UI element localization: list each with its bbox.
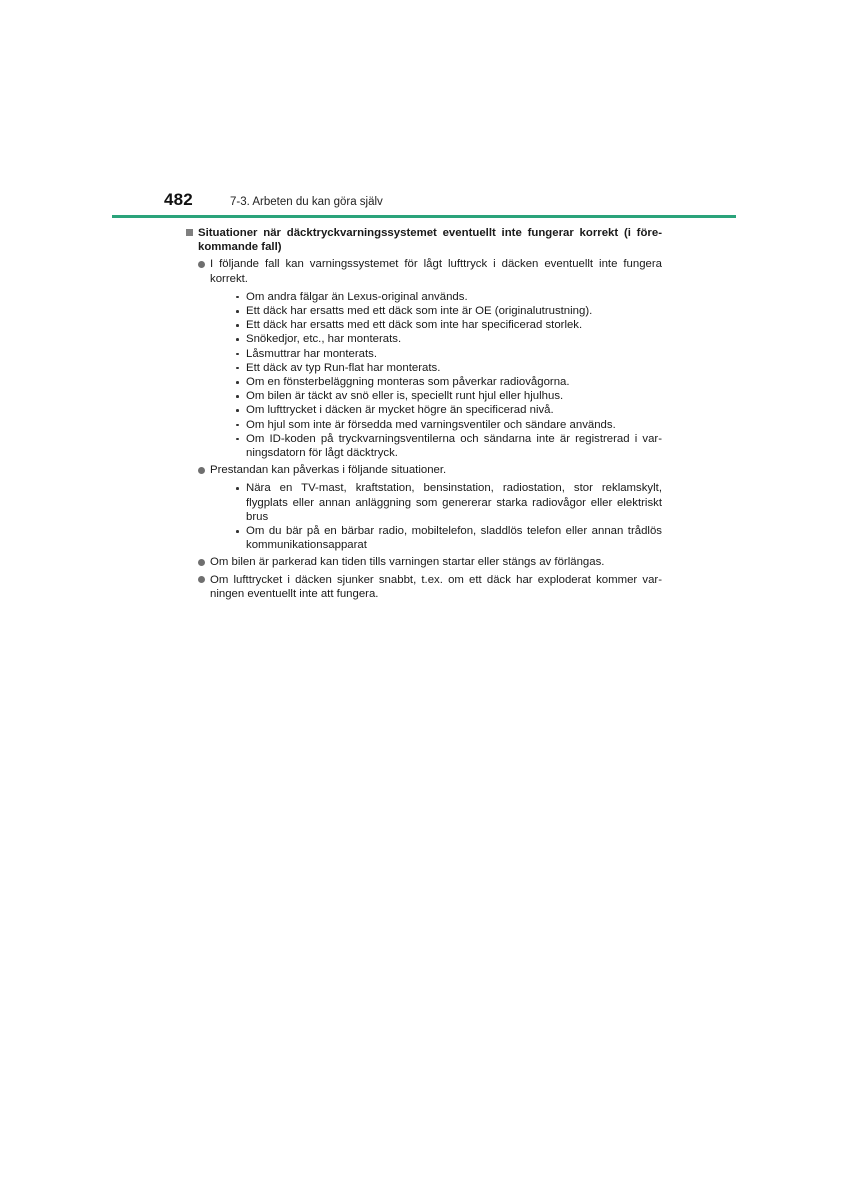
page-number: 482 — [164, 190, 193, 209]
square-bullet-icon — [186, 229, 193, 236]
section-title — [186, 226, 662, 254]
paragraph — [186, 257, 662, 460]
list-item — [210, 389, 662, 403]
list-item-text: Om hjul som inte är försedda med varningsventiler och sändare används. — [246, 418, 616, 431]
list-item-text: Om en fönsterbeläggning monteras som påverkar radiovågorna. — [246, 376, 570, 389]
list-item — [210, 403, 662, 417]
round-bullet-icon — [198, 576, 205, 583]
paragraph — [186, 573, 662, 601]
list-item-text: Ett däck har ersatts med ett däck som inte är OE (originalutrustning). — [246, 305, 593, 318]
paragraph-text: Om bilen är parkerad kan tiden tills varningen startar eller stängs av förlängas. — [210, 556, 605, 569]
list-item-text: Om bilen är täckt av snö eller is, speciellt runt hjul eller hjulhus. — [246, 390, 564, 403]
list-item-text: Om du bär på en bärbar radio, mobiltelefon, sladdlös telefon eller annan trådlös kommunikationsapparat — [246, 525, 662, 552]
list-item — [210, 481, 662, 524]
small-bullet-icon — [236, 424, 239, 427]
small-bullet-icon — [236, 530, 239, 533]
section-title-text: Situationer när däcktryckvarningssystemet eventuellt inte fungerar korrekt (i före-kommande fall) — [198, 227, 662, 254]
list-item — [210, 418, 662, 432]
paragraph — [186, 463, 662, 552]
round-bullet-icon — [198, 261, 205, 268]
small-bullet-icon — [236, 438, 239, 441]
paragraph-text: Prestandan kan påverkas i följande situationer. — [210, 464, 447, 477]
list-item-text: Om andra fälgar än Lexus-original används. — [246, 290, 468, 303]
list-item — [210, 347, 662, 361]
small-bullet-icon — [236, 367, 239, 370]
small-bullet-icon — [236, 381, 239, 384]
bullet-list — [210, 290, 662, 460]
list-item-text: Nära en TV-mast, kraftstation, bensinstation, radiostation, stor reklamskylt, flygplats eller annan anläggning som genererar starka radiovågor eller elektriskt brus — [246, 482, 662, 523]
list-item-text: Om ID-koden på tryckvarningsventilerna och sändarna inte är registrerad i var-ningsdatorn för lågt däcktryck. — [246, 432, 662, 460]
list-item-text: Ett däck har ersatts med ett däck som inte har specificerad storlek. — [246, 319, 583, 332]
chapter-title: 7-3. Arbeten du kan göra själv — [230, 196, 383, 208]
bullet-list — [210, 481, 662, 552]
list-item-text: Ett däck av typ Run-flat har monterats. — [246, 361, 441, 374]
list-item — [210, 375, 662, 389]
header-rule — [112, 215, 736, 218]
small-bullet-icon — [236, 395, 239, 398]
list-item — [210, 432, 662, 460]
paragraph-text: Om lufttrycket i däcken sjunker snabbt, t.ex. om ett däck har exploderat kommer var-ningen eventuellt inte att fungera. — [210, 573, 662, 600]
list-item — [210, 304, 662, 318]
small-bullet-icon — [236, 487, 239, 490]
paragraph — [186, 555, 662, 569]
small-bullet-icon — [236, 310, 239, 313]
small-bullet-icon — [236, 338, 239, 341]
list-item — [210, 361, 662, 375]
list-item — [210, 332, 662, 346]
small-bullet-icon — [236, 324, 239, 327]
paragraph-text: I följande fall kan varningssystemet för lågt lufttryck i däcken eventuellt inte fungera korrekt. — [210, 258, 662, 285]
round-bullet-icon — [198, 559, 205, 566]
small-bullet-icon — [236, 296, 239, 299]
list-item-text: Låsmuttrar har monterats. — [246, 347, 378, 360]
list-item — [210, 524, 662, 552]
list-item — [210, 290, 662, 304]
list-item — [210, 318, 662, 332]
list-item-text: Snökedjor, etc., har monterats. — [246, 333, 402, 346]
round-bullet-icon — [198, 467, 205, 474]
small-bullet-icon — [236, 353, 239, 356]
small-bullet-icon — [236, 409, 239, 412]
section-content — [186, 226, 662, 601]
list-item-text: Om lufttrycket i däcken är mycket högre än specificerad nivå. — [246, 404, 554, 417]
